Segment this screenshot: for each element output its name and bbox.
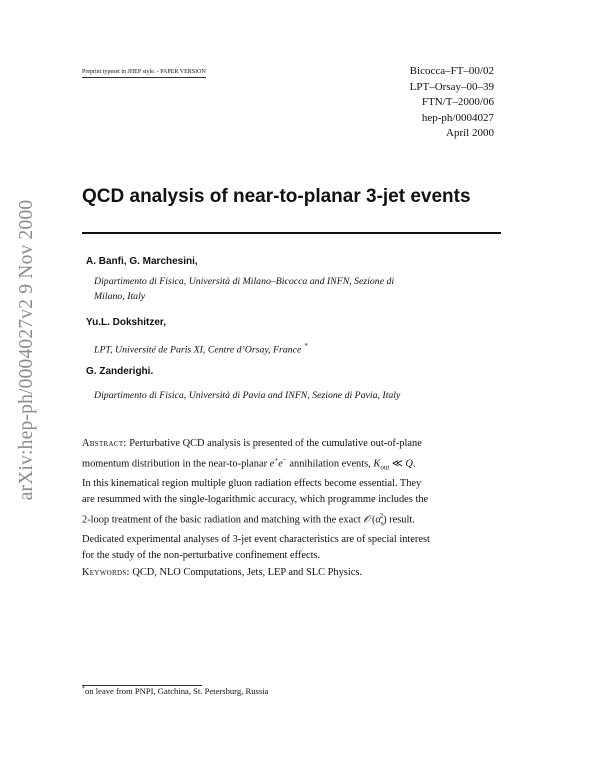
report-id: FTN/T–2000/06: [421, 96, 494, 108]
affiliation-2: [94, 339, 308, 358]
author-1: A. Banfi, G. Marchesini,: [86, 256, 198, 267]
abstract-line: In this kinematical region multiple gluon radiation effects become essential. They: [82, 477, 422, 489]
keywords: [82, 567, 362, 578]
title-rule: [82, 232, 501, 234]
keywords-text: QCD, NLO Computations, Jets, LEP and SLC Physics.: [132, 567, 362, 578]
abstract-label: Abstract:: [82, 438, 127, 449]
report-ids: [410, 64, 494, 142]
keywords-label: Keywords:: [82, 567, 130, 578]
abstract-line: momentum distribution in the near-to-planar e+e− annihilation events, $K_{out}$ ≪ Q.: [82, 456, 416, 472]
abstract-line: for the study of the non-perturbative confinement effects.: [82, 550, 321, 562]
affiliation-3: [94, 389, 400, 404]
author-2: Yu.L. Dokshitzer,: [86, 317, 167, 328]
report-id: Bicocca–FT–00/02: [409, 65, 494, 77]
report-id: LPT–Orsay–00–39: [409, 80, 494, 93]
report-id: hep-ph/0004027: [421, 111, 494, 124]
affiliation-line: Dipartimento di Fisica, Università di Milano–Bicocca and INFN, Sezione di: [94, 276, 395, 287]
arxiv-identifier: arXiv:hep-ph/0004027v2 9 Nov 2000: [16, 199, 37, 501]
footnote-mark: *: [304, 342, 308, 350]
affiliation-1: [94, 275, 394, 304]
abstract-line: 2-loop treatment of the basic radiation and matching with the exact 𝒪 $(\alpha_s^2)$ result.: [82, 512, 415, 528]
preprint-note: Preprint typeset in JHEP style. - PAPER VERSION: [82, 68, 206, 78]
abstract-line: Dedicated experimental analyses of 3-jet event characteristics are of special interest: [82, 534, 430, 546]
paper-title: QCD analysis of near-to-planar 3-jet events: [82, 186, 471, 207]
arxiv-stamp: [12, 200, 42, 500]
abstract: [82, 436, 502, 565]
author-3: G. Zanderighi.: [86, 366, 154, 377]
report-date: April 2000: [446, 127, 494, 139]
footnote-text: on leave from PNPI, Gatchina, St. Petersburg, Russia: [85, 686, 269, 696]
footnote: [82, 686, 268, 696]
abstract-line: are resummed with the single-logarithmic accuracy, which programme includes the: [82, 494, 429, 506]
footnote-mark: *: [82, 686, 85, 693]
affiliation-line: Milano, Italy: [94, 290, 146, 302]
abstract-line: Abstract: Perturbative QCD analysis is presented of the cumulative out-of-plane: [82, 438, 422, 449]
affiliation-line: LPT, Université de Paris XI, Centre d’Orsay, France: [94, 344, 302, 356]
affiliation-line: Dipartimento di Fisica, Università di Pavia and INFN, Sezione di Pavia, Italy: [94, 390, 401, 401]
